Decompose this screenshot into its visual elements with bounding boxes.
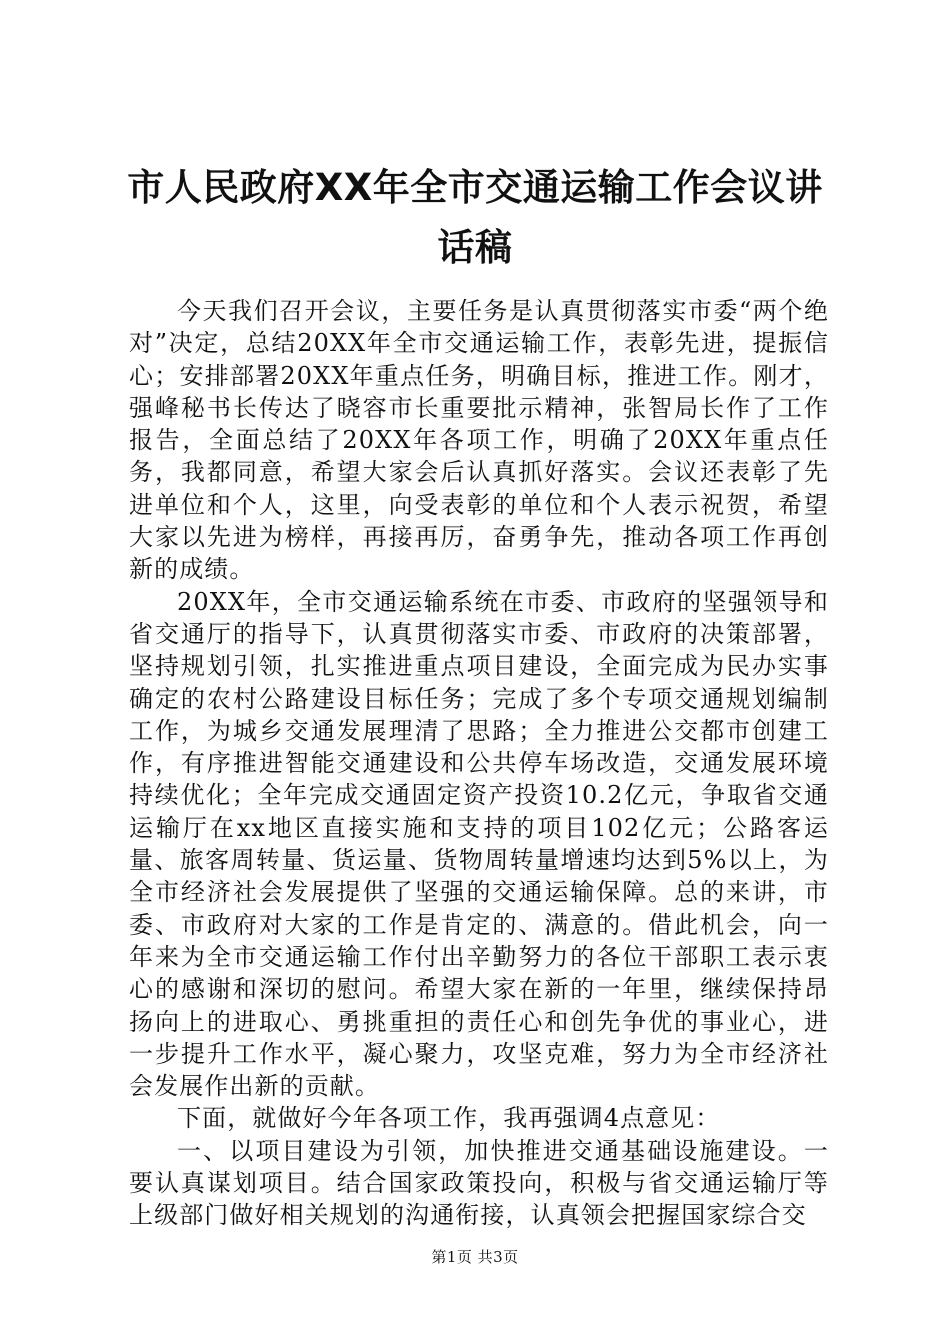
- document-body: [129, 295, 829, 1232]
- paragraph-transition: 下面，就做好今年各项工作，我再强调4点意见：: [177, 1104, 721, 1133]
- document-title: 市人民政府XX年全市交通运输工作会议讲话稿: [127, 166, 823, 269]
- page-footer: 第1页 共3页: [431, 1248, 519, 1266]
- paragraph-summary: 20XX年，全市交通运输系统在市委、市政府的坚强领导和省交通厅的指导下，认真贯彻落实市委、市政府的决策部署，坚持规划引领，扎实推进重点项目建设，全面完成为民办实事确定的农村公路建设目标任务；完成了多个专项交通规划编制工作，为城乡交通发展理清了思路；全力推进公交都市创建工作，有序推进智能交通建设和公共停车场改造，交通发展环境持续优化；全年完成交通固定资产投资10.2亿元，争取省交通运输厅在xx地区直接实施和支持的项目102亿元；公路客运量、旅客周转量、货运量、货物周转量增速均达到5%以上，为全市经济社会发展提供了坚强的交通运输保障。总的来讲，市委、市政府对大家的工作是肯定的、满意的。借此机会，向一年来为全市交通运输工作付出辛勤努力的各位干部职工表示衷心的感谢和深切的慰问。希望大家在新的一年里，继续保持昂扬向上的进取心、勇挑重担的责任心和创先争优的事业心，进一步提升工作水平，凝心聚力，攻坚克难，努力为全市经济社会发展作出新的贡献。: [129, 587, 829, 1101]
- paragraph-point-one: 一、以项目建设为引领，加快推进交通基础设施建设。一要认真谋划项目。结合国家政策投向，积极与省交通运输厅等上级部门做好相关规划的沟通衔接，认真领会把握国家综合交: [129, 1136, 829, 1230]
- paragraph-opening: 今天我们召开会议，主要任务是认真贯彻落实市委“两个绝对”决定，总结20XX年全市交通运输工作，表彰先进，提振信心；安排部署20XX年重点任务，明确目标，推进工作。刚才，强峰秘书长传达了晓容市长重要批示精神，张智局长作了工作报告，全面总结了20XX年各项工作，明确了20XX年重点任务，我都同意，希望大家会后认真抓好落实。会议还表彰了先进单位和个人，这里，向受表彰的单位和个人表示祝贺，希望大家以先进为榜样，再接再厉，奋勇争先，推动各项工作再创新的成绩。: [129, 297, 829, 584]
